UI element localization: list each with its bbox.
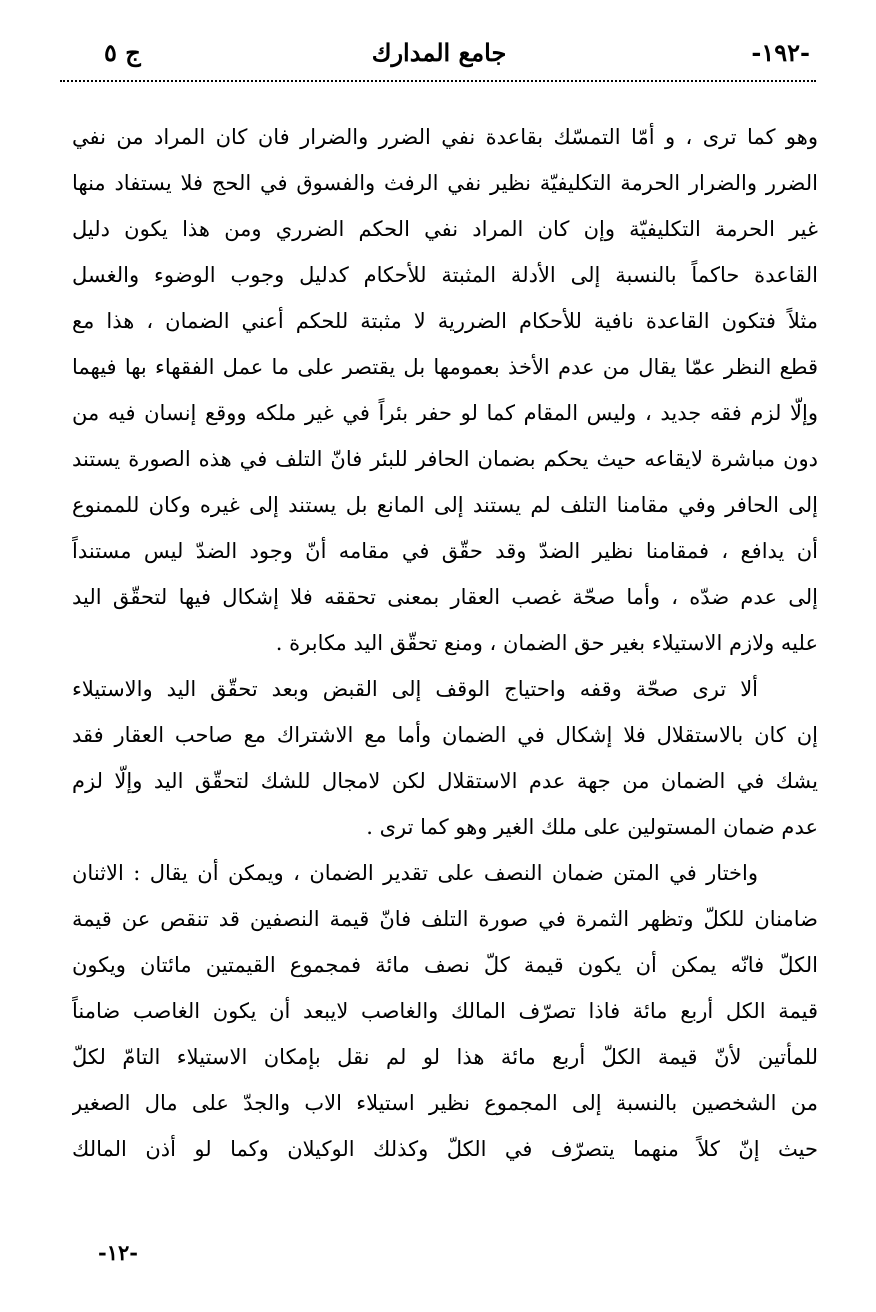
- text-line: يشك في الضمان من جهة عدم الاستقلال لكن لامجال للشك لتحقّق اليد وإلّا لزم: [72, 769, 818, 793]
- text-line: واختار في المتن ضمان النصف على تقدير الضمان ، ويمكن أن يقال : الاثنان: [72, 861, 758, 885]
- text-line: إلى عدم ضدّه ، وأما صحّة غصب العقار بمعنى تحققه فلا إشكال فيها لتحقّق اليد: [72, 585, 818, 609]
- running-title: جامع المدارك: [371, 38, 507, 67]
- signature-mark: -١٢-: [98, 1240, 138, 1265]
- text-line: دون مباشرة لايقاعه حيث يحكم بضمان الحافر للبئر فانّ التلف في هذه الصورة يستند: [72, 447, 818, 471]
- text-line: القاعدة حاكماً بالنسبة إلى الأدلة المثبتة للأحكام كدليل وجوب الوضوء والغسل: [72, 263, 818, 287]
- text-line: ألا ترى صحّة وقفه واحتياج الوقف إلى القبض وبعد تحقّق اليد والاستيلاء: [72, 677, 758, 701]
- volume-label: ج ٥: [104, 38, 141, 67]
- text-line: للمأتين لأنّ قيمة الكلّ أربع مائة هذا لو لم نقل بإمكان الاستيلاء التامّ لكلّ: [72, 1045, 818, 1069]
- text-line: عليه ولازم الاستيلاء بغير حق الضمان ، ومنع تحقّق اليد مكابرة .: [275, 631, 818, 655]
- text-line: الكلّ فانّه يمكن أن يكون قيمة كلّ نصف مائة فمجموع القيمتين مائتان ويكون: [72, 953, 818, 977]
- text-line: عدم ضمان المستولين على ملك الغير وهو كما ترى .: [366, 815, 818, 839]
- text-line: حيث إنّ كلاً منهما يتصرّف في الكلّ وكذلك الوكيلان وكما لو أذن المالك: [72, 1137, 818, 1161]
- text-line: أن يدافع ، فمقامنا نظير الضدّ وقد حقّق في مقامه أنّ وجود الضدّ ليس مستنداً: [72, 539, 818, 563]
- text-line: وإلّا لزم فقه جديد ، وليس المقام كما لو حفر بئراً في غير ملكه ووقع إنسان فيه من: [72, 401, 818, 425]
- text-line: مثلاً فتكون القاعدة نافية للأحكام الضررية لا مثبتة للحكم أعني الضمان ، هذا مع: [72, 309, 818, 333]
- text-line: إن كان بالاستقلال فلا إشكال في الضمان وأما مع الاشتراك مع صاحب العقار فقد: [72, 723, 818, 747]
- page-number: -١٩٢-: [751, 38, 810, 67]
- text-line: ضامنان للكلّ وتظهر الثمرة في صورة التلف فانّ قيمة النصفين قد تنقص عن قيمة: [72, 907, 818, 931]
- text-line: قيمة الكل أربع مائة فاذا تصرّف المالك والغاصب لايبعد أن يكون الغاصب ضامناً: [72, 999, 818, 1023]
- text-line: إلى الحافر وفي مقامنا التلف لم يستند إلى المانع بل يستند إلى غيره وكان للممنوع: [72, 493, 818, 517]
- text-line: الضرر والضرار الحرمة التكليفيّة نظير نفي الرفث والفسوق في الحج فلا يستفاد منها: [72, 171, 818, 195]
- text-line: قطع النظر عمّا يقال من عدم الأخذ بعمومها بل يقتصر على ما عمل الفقهاء بها فيهما: [72, 355, 818, 379]
- text-line: غير الحرمة التكليفيّة وإن كان المراد نفي الحكم الضرري ومن هذا يكون دليل: [72, 217, 818, 241]
- text-line: من الشخصين بالنسبة إلى المجموع نظير استيلاء الاب والجدّ على مال الصغير: [72, 1091, 818, 1115]
- body-text: [72, 114, 818, 1172]
- text-line: وهو كما ترى ، و أمّا التمسّك بقاعدة نفي الضرر والضرار فان كان المراد من نفي: [72, 125, 818, 149]
- page-header: [68, 38, 810, 82]
- header-divider: [60, 80, 816, 82]
